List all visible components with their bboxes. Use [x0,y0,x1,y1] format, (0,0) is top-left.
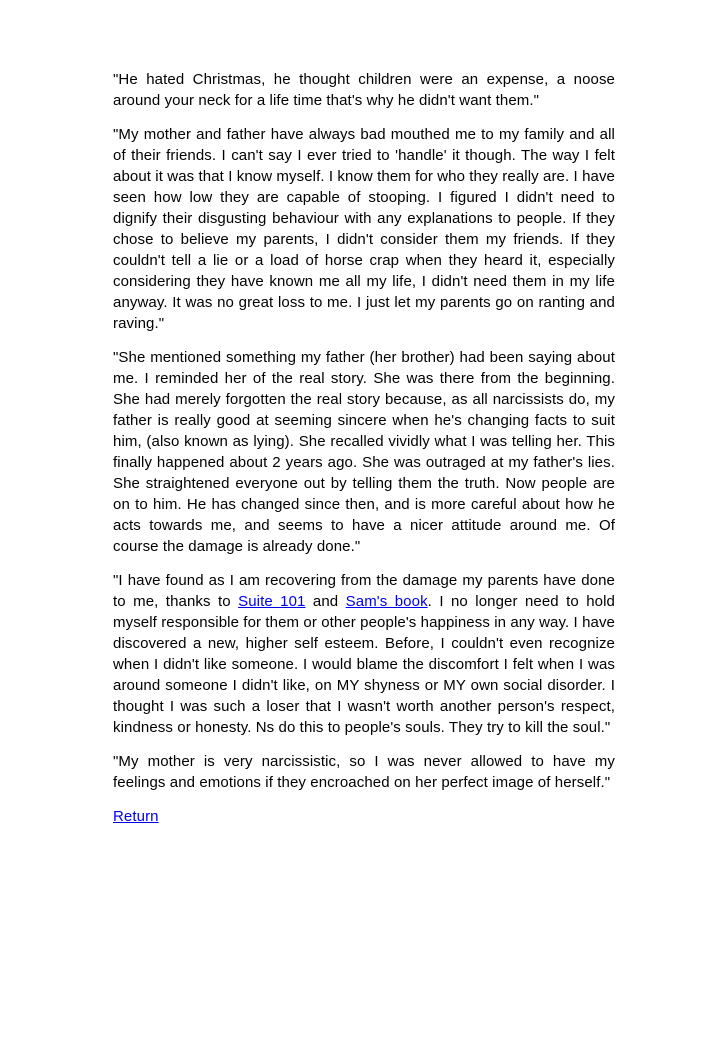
sams-book-link[interactable]: Sam's book [345,593,428,610]
quote-4-text-after-links: . I no longer need to hold myself responsible for them or other people's happiness in any way. I have discovered a new, higher self esteem. Before, I couldn't even recognize when I didn't like someone. I would blame the discomfort I felt when I was around someone I didn't like, on MY shyness or MY own social disorder. I thought I was such a loser that I wasn't worth another person's respect, kindness or honesty. Ns do this to people's souls. They try to kill the soul." [113,593,615,736]
quote-paragraph-3: "She mentioned something my father (her brother) had been saying about me. I reminded her of the real story. She was there from the beginning. She had merely forgotten the real story because, as all narcissists do, my father is really good at seeming sincere when he's changing facts to suit him, (also known as lying). She recalled vividly what I was telling her. This finally happened about 2 years ago. She was outraged at my father's lies. She straightened everyone out by telling them the truth. Now people are on to him. He has changed since then, and is more careful about how he acts towards me, and seems to have a nicer attitude around me. Of course the damage is already done." [113,349,615,555]
quote-paragraph-4 [113,570,615,738]
return-link[interactable]: Return [113,808,159,825]
quote-paragraph-5: "My mother is very narcissistic, so I was never allowed to have my feelings and emotions if they encroached on her perfect image of herself." [113,753,615,791]
quote-4-text-before-links: "I have found as I am recovering from the damage my parents have done to me, thanks to [113,572,615,610]
suite-101-link[interactable]: Suite 101 [238,593,306,610]
quote-4-text-between-links: and [305,593,346,610]
quote-paragraph-2: "My mother and father have always bad mouthed me to my family and all of their friends. I can't say I ever tried to 'handle' it though. The way I felt about it was that I know myself. I know them for who they really are. I have seen how low they are capable of stooping. I figured I didn't need to dignify their disgusting behaviour with any explanations to people. If they chose to believe my parents, I didn't consider them my friends. If they couldn't tell a lie or a load of horse crap when they heard it, especially considering they have known me all my life, I didn't need them in my life anyway. It was no great loss to me. I just let my parents go on ranting and raving." [113,126,615,332]
return-row [113,806,615,827]
quote-paragraph-1: "He hated Christmas, he thought children were an expense, a noose around your neck for a life time that's why he didn't want them." [113,71,615,109]
